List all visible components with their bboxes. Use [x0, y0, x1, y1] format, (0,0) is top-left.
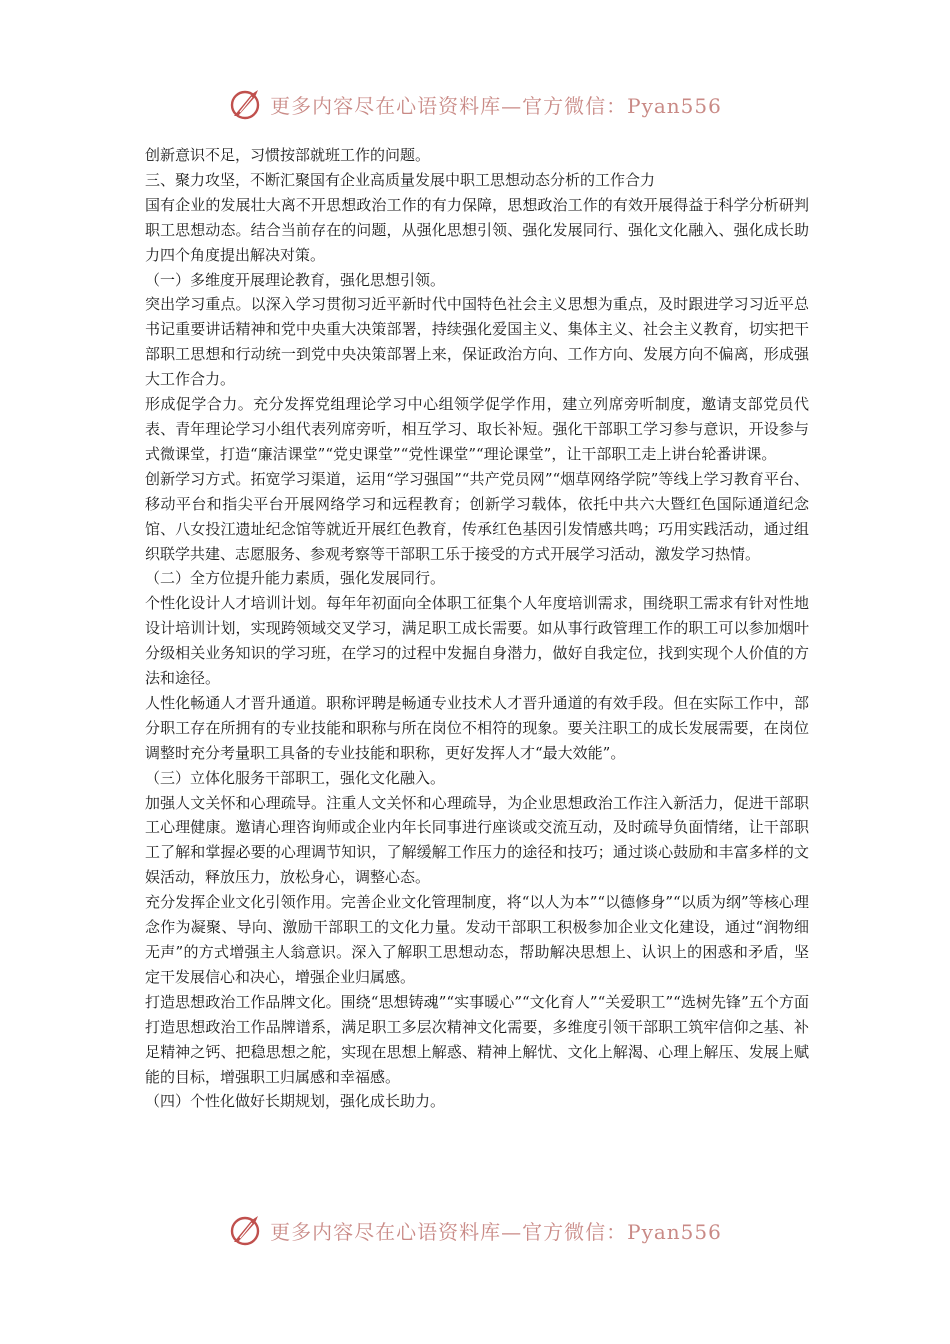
paragraph: 人性化畅通人才晋升通道。职称评聘是畅通专业技术人才晋升通道的有效手段。但在实际工作中，部分职工存在所拥有的专业技能和职称与所在岗位不相符的现象。要关注职工的成长发展需要，在岗位调整时充分考量职工具备的专业技能和职称，更好发挥人才“最大效能”。 — [145, 693, 809, 762]
quill-pen-icon — [228, 1212, 264, 1248]
document-body — [145, 143, 809, 1114]
paragraph: 创新意识不足，习惯按部就班工作的问题。 — [145, 146, 431, 164]
subsection-heading: （一）多维度开展理论教育，强化思想引领。 — [145, 270, 446, 289]
quill-pen-icon — [228, 86, 264, 122]
footer-banner-text: 更多内容尽在心语资料库—官方微信：Pyan556 — [270, 1219, 722, 1244]
subsection-heading: （二）全方位提升能力素质，强化发展同行。 — [145, 569, 446, 588]
subsection-heading: （三）立体化服务干部职工，强化文化融入。 — [145, 768, 446, 787]
header-banner-text: 更多内容尽在心语资料库—官方微信：Pyan556 — [270, 93, 722, 118]
footer-banner — [0, 1210, 950, 1250]
subsection-heading: （四）个性化做好长期规划，强化成长助力。 — [145, 1092, 446, 1111]
header-banner — [0, 84, 950, 124]
paragraph: 充分发挥企业文化引领作用。完善企业文化管理制度，将“以人为本”“以德修身”“以质为纲”等核心理念作为凝聚、导向、激励干部职工的文化力量。发动干部职工积极参加企业文化建设，通过“润物细无声”的方式增强主人翁意识。深入了解职工思想动态，帮助解决思想上、认识上的困惑和矛盾，坚定干发展信心和决心，增强企业归属感。 — [145, 893, 809, 986]
section-heading: 三、聚力攻坚，不断汇聚国有企业高质量发展中职工思想动态分析的工作合力 — [145, 170, 656, 189]
paragraph: 个性化设计人才培训计划。每年年初面向全体职工征集个人年度培训需求，围绕职工需求有针对性地设计培训计划，实现跨领域交叉学习，满足职工成长需要。如从事行政管理工作的职工可以参加烟叶分级相关业务知识的学习班，在学习的过程中发掘自身潜力，做好自我定位，找到实现个人价值的方法和途径。 — [145, 594, 809, 688]
paragraph: 加强人文关怀和心理疏导。注重人文关怀和心理疏导，为企业思想政治工作注入新活力，促进干部职工心理健康。邀请心理咨询师或企业内年长同事进行座谈或交流互动，及时疏导负面情绪，让干部职工了解和掌握必要的心理调节知识，了解缓解工作压力的途径和技巧；通过谈心鼓励和丰富多样的文娱活动，释放压力，放松身心，调整心态。 — [145, 793, 809, 887]
paragraph: 形成促学合力。充分发挥党组理论学习中心组领学促学作用，建立列席旁听制度，邀请支部党员代表、青年理论学习小组代表列席旁听，相互学习、取长补短。强化干部职工学习参与意识，开设参与式微课堂，打造“廉洁课堂”“党史课堂”“党性课堂”“理论课堂”，让干部职工走上讲台轮番讲课。 — [145, 395, 809, 463]
paragraph: 创新学习方式。拓宽学习渠道，运用“学习强国”“共产党员网”“烟草网络学院”等线上学习教育平台、移动平台和指尖平台开展网络学习和远程教育；创新学习载体，依托中共六大暨红色国际通道纪念馆、八女投江遗址纪念馆等就近开展红色教育，传承红色基因引发情感共鸣；巧用实践活动，通过组织联学共建、志愿服务、参观考察等干部职工乐于接受的方式开展学习活动，激发学习热情。 — [145, 469, 809, 563]
paragraph: 国有企业的发展壮大离不开思想政治工作的有力保障，思想政治工作的有效开展得益于科学分析研判职工思想动态。结合当前存在的问题，从强化思想引领、强化发展同行、强化文化融入、强化成长助力四个角度提出解决对策。 — [145, 195, 809, 264]
paragraph: 突出学习重点。以深入学习贯彻习近平新时代中国特色社会主义思想为重点，及时跟进学习习近平总书记重要讲话精神和党中央重大决策部署，持续强化爱国主义、集体主义、社会主义教育，切实把干部职工思想和行动统一到党中央决策部署上来，保证政治方向、工作方向、发展方向不偏离，形成强大工作合力。 — [145, 295, 809, 389]
paragraph: 打造思想政治工作品牌文化。围绕“思想铸魂”“实事暖心”“文化育人”“关爱职工”“选树先锋”五个方面打造思想政治工作品牌谱系，满足职工多层次精神文化需要，多维度引领干部职工筑牢信仰之基、补足精神之钙、把稳思想之舵，实现在思想上解惑、精神上解忧、文化上解渴、心理上解压、发展上赋能的目标，增强职工归属感和幸福感。 — [145, 992, 809, 1086]
